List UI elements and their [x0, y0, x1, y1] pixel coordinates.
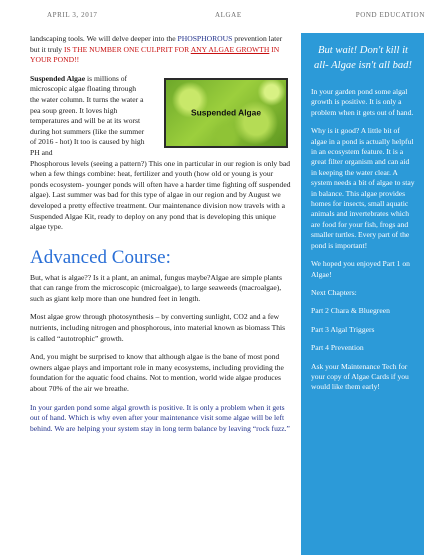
advanced-paragraph-4: In your garden pond some algal growth is positive. It is only a problem when it gets out of hand. Which is why even after your maintenance visit some algae will be left behind. We are helping your system stay in long term balance by leaving “rock fuzz.” — [30, 402, 290, 433]
suspended-algae-section — [30, 74, 292, 241]
sidebar-paragraph-1: In your garden pond some algal growth is positive. It is only a problem when it gets out of hand. — [311, 87, 414, 117]
intro-any-algae: ANY ALGAE GROWTH — [190, 44, 270, 54]
advanced-paragraph-1: But, what is algae?? Is it a plant, an animal, fungus maybe?Algae are simple plants that can range from the microscopic (microalgae), to large seaweeds (macroalgae), such as giant kelp more than one hundred feet in length. — [30, 272, 282, 303]
header-section: ALGAE — [215, 11, 242, 19]
sidebar-part-3: Part 3 Algal Triggers — [311, 324, 375, 334]
header-publication: POND EDUCATION — [355, 11, 425, 19]
intro-text-1: landscaping tools. We will delve deeper into the — [30, 34, 178, 43]
photo-caption: Suspended Algae — [191, 107, 261, 118]
sidebar-next-chapters: Next Chapters: — [311, 287, 357, 297]
sidebar-title: But wait! Don't kill it all- Algae isn't all bad! — [314, 45, 412, 71]
suspended-algae-photo — [164, 78, 288, 148]
suspended-algae-text: is millions of microscopic algae floating through the water column. It turns the water a pea soup green. It loves high temperatures and will be at its worst during hot summers (like the summer of 2016 - hot) It too is caused by high PH and — [30, 73, 145, 157]
sidebar-paragraph-3: We hoped you enjoyed Part 1 on Algae! — [311, 259, 410, 279]
intro-paragraph — [30, 34, 292, 66]
intro-text-3: prevention later but it truly — [30, 34, 283, 54]
sidebar-part-4: Part 4 Prevention — [311, 343, 364, 353]
advanced-paragraph-2: Most algae grow through photosynthesis – by converting sunlight, CO2 and a few nutrients, including nitrogen and phosphorous, into material known as biomass This is called “autotrophic” growth. — [30, 312, 286, 343]
suspended-algae-continued: Phosphorous levels (seeing a pattern?) This one in particular in our region is only bad when a few things combine: heat, fertilizer and youth (how old or young is your ponds ecosystem- younger ponds will often have a harder time fighting off suspended algae). Last summer was bad for this type of algae in our region and by August we developed a pretty effective treatment. Our maintenance division now travels with a Suspended Algae Kit, ready to deploy on any pond that is developing this unique algae type. — [30, 158, 291, 232]
suspended-algae-intro — [30, 74, 145, 159]
sidebar-paragraph-2: Why is it good? A little bit of algae in a pond is actually helpful in an ecosystem feature. It is a great filter organism and can aid in keeping the water clear. A system needs a bit of algae to stay in balance. This algae provides homes for insects, small aquatic animals and invertebrates which are food for your fish, frogs and smaller turtles. Every part of the pond is important! — [311, 126, 415, 250]
suspended-algae-term: Suspended Algae — [30, 73, 86, 83]
page-header — [0, 11, 439, 25]
intro-culprit: IS THE NUMBER ONE CULPRIT FOR — [63, 44, 190, 54]
advanced-paragraph-3: And, you might be surprised to know that although algae is the bane of most pond owners algae plays and important role in many ecosystems, including providing the foundation for the aquatic food chains. Not to mention, world wide algae produces about 70% of the air we breathe. — [30, 352, 284, 394]
intro-phosphorous: PHOSPHOROUS — [177, 34, 233, 43]
sidebar-part-2: Part 2 Chara & Bluegreen — [311, 306, 390, 316]
header-date: APRIL 3, 2017 — [47, 11, 98, 19]
main-column — [30, 34, 292, 442]
intro-in-your-pond: IN YOUR POND!! — [30, 44, 280, 65]
advanced-course-heading: Advanced Course: — [30, 246, 171, 268]
sidebar-paragraph-ask: Ask your Maintenance Tech for your copy of Algae Cards if you would like them early! — [311, 361, 409, 392]
sidebar-panel — [301, 33, 424, 555]
